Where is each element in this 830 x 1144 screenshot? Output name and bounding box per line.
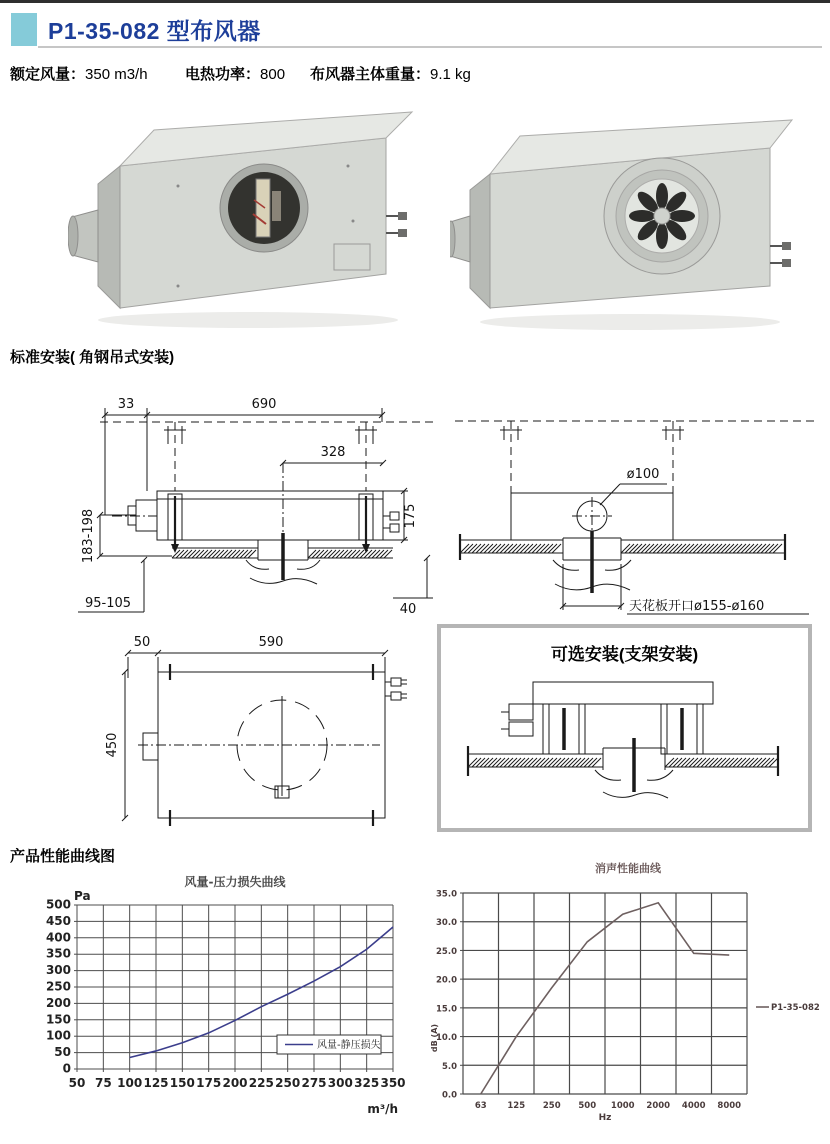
svg-text:50: 50: [68, 1076, 86, 1090]
svg-text:2000: 2000: [646, 1101, 671, 1111]
spec-rated-airflow: [10, 63, 148, 84]
svg-text:m³/h: m³/h: [367, 1102, 398, 1116]
svg-text:8000: 8000: [717, 1101, 742, 1111]
ceiling-hatch-left: [460, 544, 561, 553]
drawing-side-section: [435, 388, 820, 623]
spec-label: 布风器主体重量：: [310, 66, 431, 83]
svg-text:15.0: 15.0: [436, 1004, 457, 1015]
ceiling-hatch-left: [172, 550, 256, 558]
svg-text:450: 450: [45, 913, 71, 928]
svg-text:125: 125: [507, 1101, 526, 1111]
svg-text:150: 150: [45, 1012, 71, 1027]
svg-text:500: 500: [45, 897, 71, 912]
svg-text:350: 350: [380, 1076, 406, 1090]
svg-text:250: 250: [45, 979, 71, 994]
spec-label: 电热功率：: [185, 66, 261, 83]
title-underline: [38, 46, 822, 48]
dim-33: 33: [117, 397, 135, 412]
swirl-diffuser: [604, 158, 720, 274]
ceiling-hatch-right: [621, 544, 782, 553]
dim-690: 690: [251, 397, 277, 412]
title-accent-square: [11, 13, 37, 46]
svg-text:dB (A): dB (A): [430, 1023, 439, 1053]
spec-value: 800: [260, 66, 286, 83]
svg-text:50: 50: [54, 1045, 71, 1060]
dim-450: 450: [105, 732, 120, 758]
svg-text:75: 75: [94, 1076, 112, 1090]
dim-50: 50: [133, 635, 151, 650]
spec-heater-power: [185, 63, 285, 84]
svg-text:350: 350: [45, 946, 71, 961]
svg-text:0.0: 0.0: [441, 1090, 457, 1101]
spec-label: 额定风量：: [10, 66, 86, 83]
svg-text:风量-压力损失曲线: 风量-压力损失曲线: [184, 875, 286, 889]
svg-text:风量-静压损失: 风量-静压损失: [317, 1040, 381, 1051]
ceiling-hatch-right: [308, 550, 392, 558]
svg-text:500: 500: [578, 1101, 597, 1111]
dim-590: 590: [258, 635, 284, 650]
svg-text:300: 300: [45, 963, 71, 978]
svg-text:400: 400: [45, 930, 71, 945]
page-title: P1-35-082 型布风器: [48, 18, 261, 44]
dim-95-105: 95-105: [84, 596, 132, 611]
dim-183-198: 183-198: [81, 508, 96, 564]
ceiling-hatch-right: [665, 758, 778, 767]
optional-install-panel: [437, 624, 812, 832]
svg-text:275: 275: [301, 1076, 327, 1090]
section-heading-performance: 产品性能曲线图: [10, 848, 116, 865]
svg-text:200: 200: [45, 995, 71, 1010]
spec-value: 9.1 kg: [430, 66, 471, 83]
top-border-rule: [0, 0, 830, 3]
product-photo-open-unit: [68, 96, 430, 336]
ceiling-hatch-left: [468, 758, 601, 767]
svg-text:250: 250: [542, 1101, 561, 1111]
dim-175: 175: [403, 503, 418, 529]
svg-text:20.0: 20.0: [436, 975, 457, 986]
spec-body-weight: [310, 63, 471, 84]
svg-text:100: 100: [117, 1076, 143, 1090]
dim-328: 328: [320, 445, 346, 460]
svg-text:300: 300: [327, 1076, 353, 1090]
svg-text:150: 150: [169, 1076, 195, 1090]
drawing-bracket-mount: [453, 674, 793, 824]
spec-value: 350 m3/h: [85, 66, 148, 83]
svg-text:消声性能曲线: 消声性能曲线: [595, 862, 661, 875]
svg-text:250: 250: [275, 1076, 301, 1090]
product-photo-diffuser-unit: [450, 96, 805, 336]
section-heading-standard-install: 标准安装( 角钢吊式安装): [10, 349, 175, 366]
svg-text:25.0: 25.0: [436, 946, 457, 957]
svg-text:1000: 1000: [610, 1101, 635, 1111]
svg-text:5.0: 5.0: [441, 1061, 457, 1072]
svg-text:10.0: 10.0: [436, 1033, 457, 1044]
svg-text:0: 0: [62, 1061, 71, 1076]
chart-noise-attenuation: [425, 858, 830, 1133]
svg-text:325: 325: [354, 1076, 380, 1090]
svg-text:Hz: Hz: [598, 1113, 612, 1123]
svg-text:100: 100: [45, 1028, 71, 1043]
drawing-plan-view: [90, 630, 435, 838]
svg-text:4000: 4000: [681, 1101, 706, 1111]
svg-text:Pa: Pa: [74, 889, 91, 903]
svg-text:63: 63: [474, 1101, 487, 1111]
svg-text:175: 175: [196, 1076, 222, 1090]
section-heading-optional-install: 可选安装(支架安装): [550, 645, 699, 664]
drawing-front-elevation: [50, 388, 435, 623]
svg-text:35.0: 35.0: [436, 889, 457, 900]
dim-diameter-100: ø100: [626, 467, 660, 482]
svg-text:30.0: 30.0: [436, 918, 457, 929]
chart-airflow-pressure-loss: [30, 872, 430, 1130]
svg-text:225: 225: [248, 1076, 274, 1090]
svg-text:200: 200: [222, 1076, 248, 1090]
svg-text:125: 125: [143, 1076, 169, 1090]
dim-40: 40: [399, 602, 417, 617]
ceiling-opening-label: 天花板开口ø155-ø160: [629, 599, 765, 614]
svg-text:P1-35-082: P1-35-082: [771, 1003, 820, 1013]
